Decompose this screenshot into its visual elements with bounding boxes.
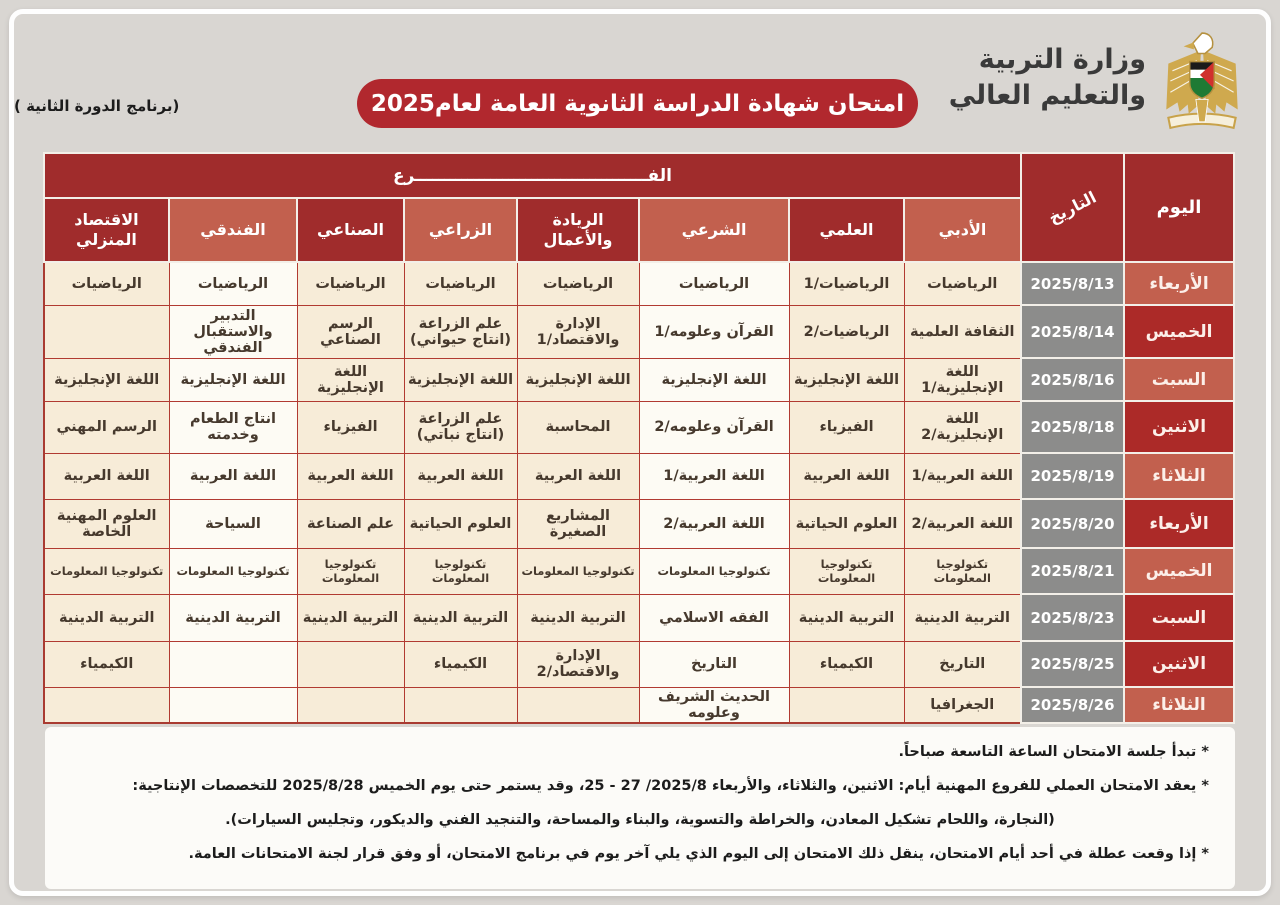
exam-subject-cell: تكنولوجيا المعلومات xyxy=(517,548,639,594)
date-cell: 2025/8/21 xyxy=(1021,548,1124,594)
branch-header-6: الفندقي xyxy=(169,198,297,262)
exam-subject-cell: القرآن وعلومه/2 xyxy=(639,401,789,453)
exam-subject-cell: تكنولوجيا المعلومات xyxy=(169,548,297,594)
table-row xyxy=(44,262,1234,305)
exam-subject-cell: الفقه الاسلامي xyxy=(639,594,789,641)
exam-subject-cell xyxy=(297,641,404,687)
date-cell: 2025/8/13 xyxy=(1021,262,1124,305)
date-cell: 2025/8/23 xyxy=(1021,594,1124,641)
exam-subject-cell: اللغة العربية/2 xyxy=(639,499,789,548)
exam-subject-cell: اللغة الإنجليزية xyxy=(517,358,639,401)
exam-subject-cell: اللغة العربية/2 xyxy=(904,499,1021,548)
date-cell: 2025/8/25 xyxy=(1021,641,1124,687)
exam-schedule-table xyxy=(43,152,1235,724)
exam-subject-cell xyxy=(297,687,404,723)
table-row xyxy=(44,548,1234,594)
exam-subject-cell xyxy=(169,641,297,687)
day-cell: الثلاثاء xyxy=(1124,453,1234,499)
exam-subject-cell: التاريخ xyxy=(904,641,1021,687)
exam-subject-cell: الكيمياء xyxy=(44,641,169,687)
exam-subject-cell: الكيمياء xyxy=(404,641,517,687)
exam-title-banner: امتحان شهادة الدراسة الثانوية العامة لعام2025 xyxy=(357,79,918,128)
exam-subject-cell: الفيزياء xyxy=(297,401,404,453)
exam-subject-cell: اللغة الإنجليزية xyxy=(404,358,517,401)
exam-subject-cell: اللغة العربية xyxy=(297,453,404,499)
exam-subject-cell: العلوم الحياتية xyxy=(404,499,517,548)
date-header-rotated-label: التاريخ xyxy=(1045,187,1100,228)
exam-subject-cell: التربية الدينية xyxy=(517,594,639,641)
exam-subject-cell: علم الزراعة (انتاج حيواني) xyxy=(404,305,517,358)
table-row xyxy=(44,453,1234,499)
branch-header-1: العلمي xyxy=(789,198,904,262)
exam-subject-cell: القرآن وعلومه/1 xyxy=(639,305,789,358)
table-row xyxy=(44,594,1234,641)
day-column-header: اليوم xyxy=(1124,153,1234,262)
exam-subject-cell: الرياضيات/2 xyxy=(789,305,904,358)
branch-header-3: الريادة والأعمال xyxy=(517,198,639,262)
table-row xyxy=(44,358,1234,401)
exam-subject-cell: الحديث الشريف وعلومه xyxy=(639,687,789,723)
ministry-name-line2: والتعليم العالي xyxy=(948,79,1146,111)
table-row xyxy=(44,401,1234,453)
branch-header-0: الأدبي xyxy=(904,198,1021,262)
exam-subject-cell: الرسم الصناعي xyxy=(297,305,404,358)
table-row xyxy=(44,499,1234,548)
date-cell: 2025/8/16 xyxy=(1021,358,1124,401)
exam-subject-cell: اللغة الإنجليزية/1 xyxy=(904,358,1021,401)
branch-header-2: الشرعي xyxy=(639,198,789,262)
date-cell: 2025/8/18 xyxy=(1021,401,1124,453)
exam-subject-cell: اللغة العربية xyxy=(517,453,639,499)
exam-subject-cell: اللغة العربية/1 xyxy=(639,453,789,499)
day-cell: الخميس xyxy=(1124,548,1234,594)
exam-subject-cell xyxy=(789,687,904,723)
table-row xyxy=(44,305,1234,358)
exam-subject-cell: اللغة العربية/1 xyxy=(904,453,1021,499)
exam-subject-cell: اللغة العربية xyxy=(404,453,517,499)
exam-subject-cell: اللغة الإنجليزية xyxy=(639,358,789,401)
exam-subject-cell: علم الزراعة (انتاج نباتي) xyxy=(404,401,517,453)
exam-subject-cell: التربية الدينية xyxy=(789,594,904,641)
exam-subject-cell: الرياضيات xyxy=(639,262,789,305)
day-cell: السبت xyxy=(1124,594,1234,641)
exam-subject-cell: تكنولوجيا المعلومات xyxy=(789,548,904,594)
exam-subject-cell: اللغة العربية xyxy=(789,453,904,499)
exam-subject-cell: اللغة الإنجليزية xyxy=(44,358,169,401)
exam-subject-cell: التربية الدينية xyxy=(169,594,297,641)
exam-subject-cell: التربية الدينية xyxy=(297,594,404,641)
day-cell: السبت xyxy=(1124,358,1234,401)
exam-subject-cell xyxy=(404,687,517,723)
exam-subject-cell: التربية الدينية xyxy=(904,594,1021,641)
exam-subject-cell: السياحة xyxy=(169,499,297,548)
exam-subject-cell: تكنولوجيا المعلومات xyxy=(297,548,404,594)
exam-subject-cell: المشاريع الصغيرة xyxy=(517,499,639,548)
exam-subject-cell: اللغة الإنجليزية xyxy=(297,358,404,401)
table-row xyxy=(44,687,1234,723)
table-row xyxy=(44,641,1234,687)
branch-span-header: الفــــــــــــــــــــــــــــــــــــــــرع xyxy=(44,153,1021,198)
exam-subject-cell: تكنولوجيا المعلومات xyxy=(404,548,517,594)
exam-subject-cell: اللغة الإنجليزية xyxy=(789,358,904,401)
exam-subject-cell: العلوم المهنية الخاصة xyxy=(44,499,169,548)
table-header-row-1 xyxy=(44,153,1234,198)
day-cell: الاثنين xyxy=(1124,641,1234,687)
exam-subject-cell xyxy=(169,687,297,723)
note-exam-start-time: * تبدأ جلسة الامتحان الساعة التاسعة صباحاً. xyxy=(898,744,1209,760)
day-cell: الخميس xyxy=(1124,305,1234,358)
exam-subject-cell: المحاسبة xyxy=(517,401,639,453)
exam-subject-cell: الرسم المهني xyxy=(44,401,169,453)
program-label: (برنامج الدورة الثانية ) xyxy=(14,97,180,115)
palestine-eagle-emblem-icon xyxy=(1156,30,1248,132)
exam-subject-cell xyxy=(517,687,639,723)
note-holiday-policy: * إذا وقعت عطلة في أحد أيام الامتحان، ينقل ذلك الامتحان إلى اليوم الذي يلي آخر يوم في برنامج الامتحان، أو وفق قرار لجنة الامتحانات العامة. xyxy=(188,846,1209,863)
branch-header-4: الزراعي xyxy=(404,198,517,262)
exam-subject-cell xyxy=(44,305,169,358)
exam-subject-cell: الرياضيات xyxy=(297,262,404,305)
exam-subject-cell: الإدارة والاقتصاد/2 xyxy=(517,641,639,687)
exam-subject-cell: الرياضيات/1 xyxy=(789,262,904,305)
exam-subject-cell: الرياضيات xyxy=(169,262,297,305)
exam-subject-cell: الكيمياء xyxy=(789,641,904,687)
exam-subject-cell: الرياضيات xyxy=(44,262,169,305)
date-cell: 2025/8/14 xyxy=(1021,305,1124,358)
ministry-name-line1: وزارة التربية xyxy=(978,44,1146,75)
exam-subject-cell: اللغة العربية xyxy=(169,453,297,499)
day-cell: الأربعاء xyxy=(1124,499,1234,548)
exam-subject-cell: العلوم الحياتية xyxy=(789,499,904,548)
exam-subject-cell: الفيزياء xyxy=(789,401,904,453)
exam-subject-cell: اللغة الإنجليزية/2 xyxy=(904,401,1021,453)
day-cell: الثلاثاء xyxy=(1124,687,1234,723)
exam-subject-cell: التربية الدينية xyxy=(44,594,169,641)
exam-subject-cell xyxy=(44,687,169,723)
exam-subject-cell: الرياضيات xyxy=(517,262,639,305)
exam-subject-cell: التربية الدينية xyxy=(404,594,517,641)
exam-subject-cell: التدبير والاستقبال الفندقي xyxy=(169,305,297,358)
date-cell: 2025/8/26 xyxy=(1021,687,1124,723)
exam-subject-cell: الجغرافيا xyxy=(904,687,1021,723)
date-cell: 2025/8/20 xyxy=(1021,499,1124,548)
exam-subject-cell: اللغة الإنجليزية xyxy=(169,358,297,401)
exam-subject-cell: تكنولوجيا المعلومات xyxy=(904,548,1021,594)
exam-subject-cell: تكنولوجيا المعلومات xyxy=(639,548,789,594)
exam-subject-cell: تكنولوجيا المعلومات xyxy=(44,548,169,594)
exam-subject-cell: الرياضيات xyxy=(904,262,1021,305)
exam-subject-cell: الإدارة والاقتصاد/1 xyxy=(517,305,639,358)
exam-subject-cell: التاريخ xyxy=(639,641,789,687)
date-column-header xyxy=(1021,153,1124,262)
date-cell: 2025/8/19 xyxy=(1021,453,1124,499)
branch-header-7: الاقتصاد المنزلي xyxy=(44,198,169,262)
note-productive-specializations: (النجارة، واللحام تشكيل المعادن، والخراطة والتسوية، والبناء والمساحة، والتنجيد الفني والديكور، وتجليس السيارات). xyxy=(225,812,1055,829)
day-cell: الاثنين xyxy=(1124,401,1234,453)
notes-section xyxy=(45,727,1235,889)
note-practical-exam: * يعقد الامتحان العملي للفروع المهنية أيام: الاثنين، والثلاثاء، والأربعاء ‎25 - 27 /2025/8‎، وقد يستمر حتى يوم الخميس 2025/8/28 للتخصصات الإنتاجية: xyxy=(132,778,1209,795)
exam-subject-cell: علم الصناعة xyxy=(297,499,404,548)
exam-subject-cell: الثقافة العلمية xyxy=(904,305,1021,358)
day-cell: الأربعاء xyxy=(1124,262,1234,305)
exam-subject-cell: انتاج الطعام وخدمته xyxy=(169,401,297,453)
branch-header-5: الصناعي xyxy=(297,198,404,262)
exam-subject-cell: اللغة العربية xyxy=(44,453,169,499)
ministry-name xyxy=(916,42,1146,113)
exam-subject-cell: الرياضيات xyxy=(404,262,517,305)
